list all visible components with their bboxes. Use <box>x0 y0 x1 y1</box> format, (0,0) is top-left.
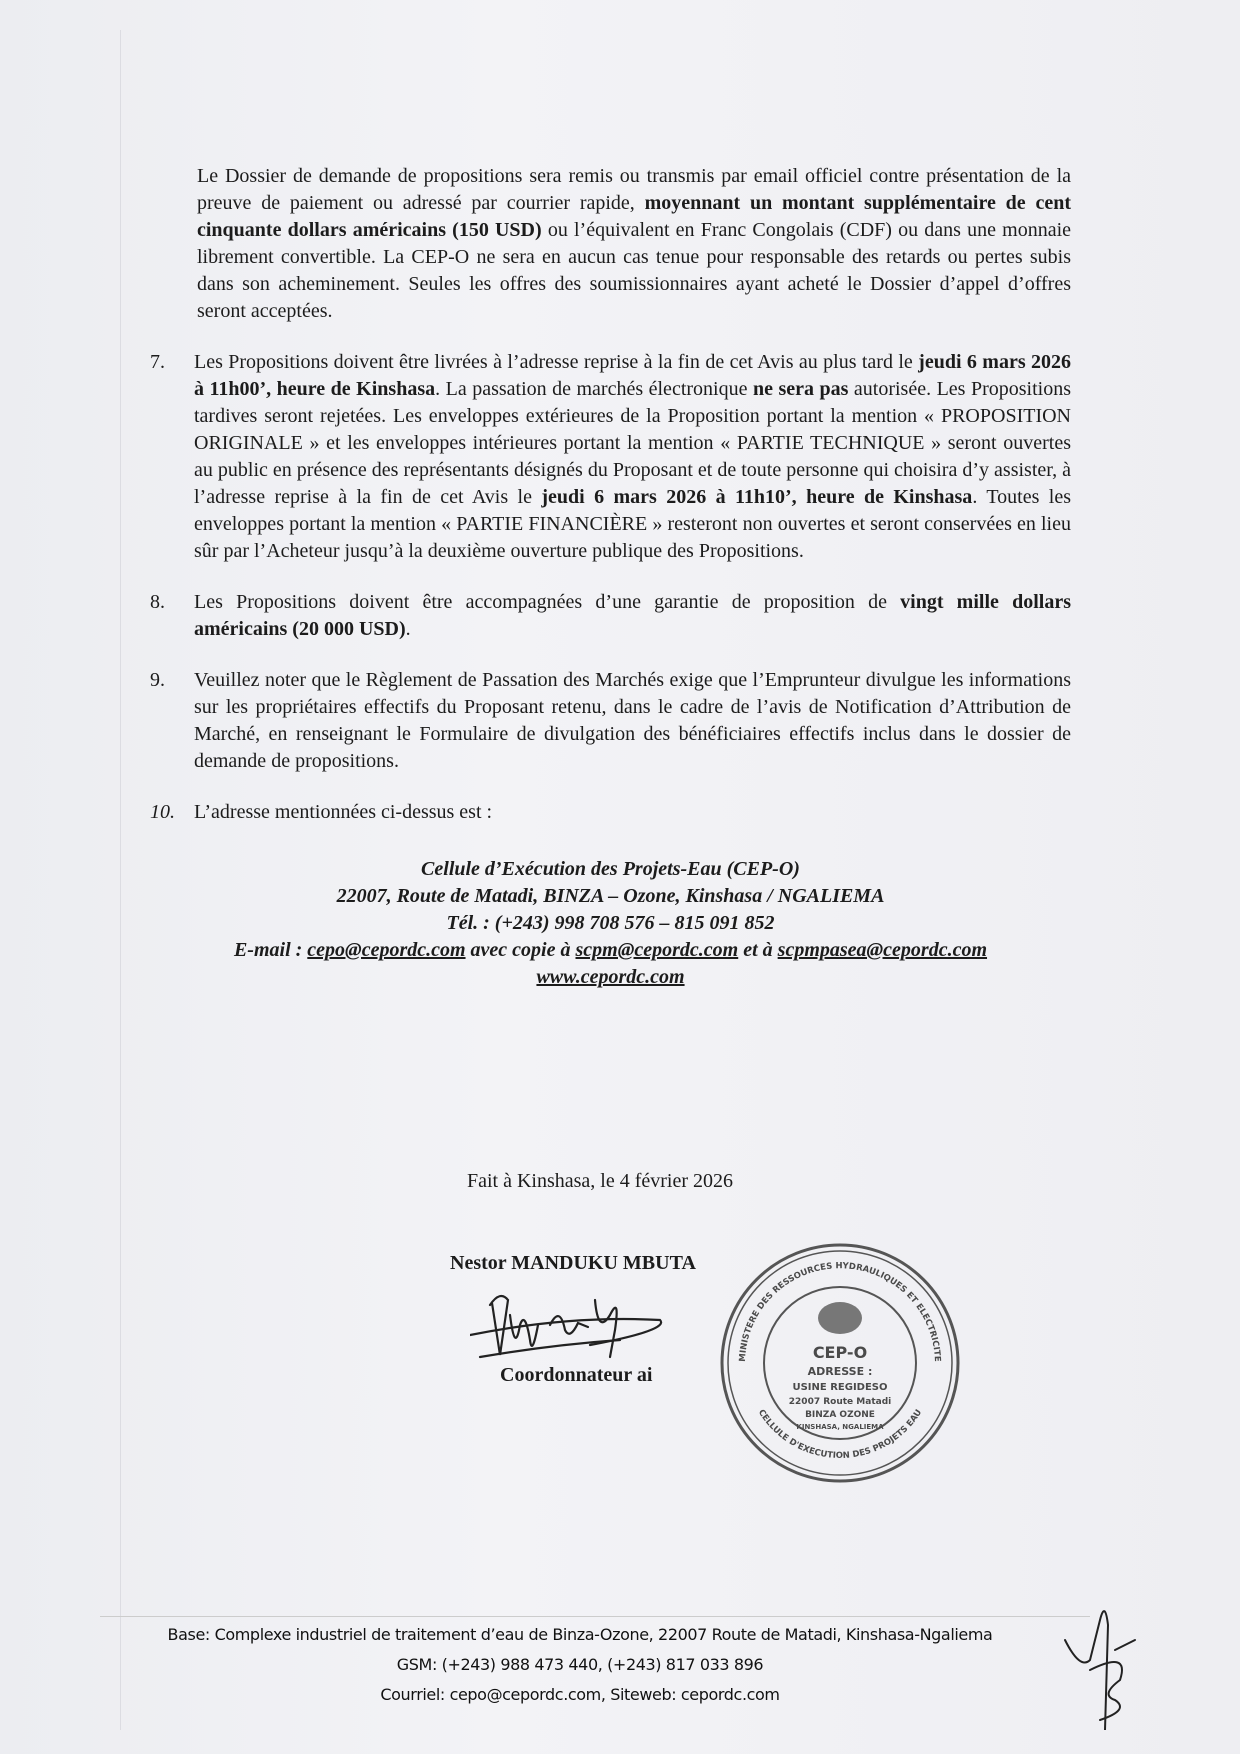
text: et à <box>738 939 778 961</box>
signatory-title: Coordonnateur ai <box>500 1364 653 1386</box>
svg-text:BINZA OZONE: BINZA OZONE <box>805 1410 875 1420</box>
deadline: jeudi 6 mars 2026 à 11h00’, heure de Kinshasa <box>194 351 1071 400</box>
address-street: 22007, Route de Matadi, BINZA – Ozone, Kinshasa / NGALIEMA <box>336 885 885 907</box>
opening-date: jeudi 6 mars 2026 à 11h10’, heure de Kinshasa <box>541 486 973 508</box>
item-number-10: 10. <box>150 801 175 823</box>
list-item-8 <box>150 589 1071 643</box>
document-body <box>150 163 1071 991</box>
address-org: Cellule d’Exécution des Projets-Eau (CEP-O) <box>421 858 800 880</box>
email-label: E-mail : <box>233 939 308 961</box>
text: Les Propositions doivent être livrées à l’adresse reprise à la fin de cet Avis au plus tard le <box>194 351 919 373</box>
email-link-scpmpasea[interactable]: scpmpasea@cepordc.com <box>777 939 988 961</box>
svg-text:KINSHASA, NGALIEMA: KINSHASA, NGALIEMA <box>796 1423 884 1431</box>
address-email-line <box>150 937 1071 964</box>
svg-text:22007 Route Matadi: 22007 Route Matadi <box>788 1397 892 1407</box>
footer <box>100 1620 1060 1710</box>
signature-icon <box>470 1285 700 1360</box>
text: . La passation de marchés électronique <box>435 378 753 400</box>
svg-text:MINISTERE DES RESSOURCES HYDRA: MINISTERE DES RESSOURCES HYDRAULIQUES ET ELECTRICITE <box>737 1261 943 1363</box>
svg-text:ADRESSE :: ADRESSE : <box>807 1365 873 1378</box>
text: . <box>405 618 411 640</box>
list-item-7 <box>150 349 1071 565</box>
bold-text: ne sera pas <box>752 378 849 400</box>
item-10-text: L’adresse mentionnées ci-dessus est : <box>194 801 493 823</box>
svg-text:CELLULE D'EXECUTION DES PROJET: CELLULE D'EXECUTION DES PROJETS EAU <box>755 1407 925 1461</box>
list-item-10 <box>150 799 1071 826</box>
footer-phone: GSM: (+243) 988 473 440, (+243) 817 033 896 <box>396 1655 764 1674</box>
scan-fold-line <box>120 30 121 1730</box>
item-8-text <box>194 589 1071 643</box>
svg-text:CEP-O: CEP-O <box>812 1343 868 1362</box>
footer-base-address: Base: Complexe industriel de traitement d’eau de Binza-Ozone, 22007 Route de Matadi, Kinshasa-Ngaliema <box>167 1625 993 1644</box>
text: Le Dossier de demande de propositions sera remis ou transmis par email officiel contre présentation de la preuve de paiement ou adressé par courrier rapide, <box>197 165 1071 214</box>
footer-contact: Courriel: cepo@cepordc.com, Siteweb: cepordc.com <box>380 1685 780 1704</box>
official-stamp-icon <box>715 1238 965 1488</box>
bold-amount: moyennant un montant supplémentaire de cent cinquante dollars américains (150 USD) <box>197 192 1072 241</box>
signatory-name: Nestor MANDUKU MBUTA <box>450 1252 696 1274</box>
text: ou l’équivalent en Franc Congolais (CDF) ou dans une monnaie librement convertible. La CEP-O ne sera en aucun cas tenue pour responsable des retards ou pertes subis dans son acheminement. Seules les offres des soumissionnaires ayant acheté le Dossier d’appel d’offres seront acceptées. <box>197 219 1071 322</box>
list-item-9 <box>150 667 1071 775</box>
item-number-8: 8. <box>150 591 165 613</box>
address-phone: Tél. : (+243) 998 708 576 – 815 091 852 <box>446 912 775 934</box>
item-number-9: 9. <box>150 669 165 691</box>
text: autorisée. Les Propositions tardives seront rejetées. Les enveloppes extérieures de la Proposition portant la mention « PROPOSITION ORIGINALE » et les enveloppes intérieures portant la mention « PARTIE TECHNIQUE » seront ouvertes au public en présence des représentants désignés du Proposant et de toute personne qui choisira d’y assister, à l’adresse reprise à la fin de cet Avis le <box>194 378 1071 508</box>
item-9-text: Veuillez noter que le Règlement de Passation des Marchés exige que l’Emprunteur divulgue les informations sur les propriétaires effectifs du Proposant retenu, dans le cadre de l’avis de Notification d’Attribution de Marché, en renseignant le Formulaire de divulgation des bénéficiaires effectifs inclus dans le dossier de demande de propositions. <box>194 669 1071 772</box>
paragraph-purchase-dossier <box>197 163 1071 325</box>
guarantee-amount: vingt mille dollars américains (20 000 USD) <box>194 591 1071 640</box>
text: avec copie à <box>465 939 576 961</box>
item-7-text <box>194 349 1071 565</box>
place-date: Fait à Kinshasa, le 4 février 2026 <box>466 1170 734 1192</box>
website-link[interactable]: www.cepordc.com <box>536 966 685 988</box>
email-link-scpm[interactable]: scpm@cepordc.com <box>575 939 739 961</box>
text: Les Propositions doivent être accompagnées d’une garantie de proposition de <box>194 591 901 613</box>
initials-icon <box>1060 1600 1140 1730</box>
text: . Toutes les enveloppes portant la mention « PARTIE FINANCIÈRE » resteront non ouvertes et seront conservées en lieu sûr par l’Acheteur jusqu’à la deuxième ouverture publique des Propositions. <box>194 486 1071 562</box>
email-link-cepo[interactable]: cepo@cepordc.com <box>307 939 466 961</box>
footer-divider <box>100 1616 1090 1617</box>
item-number-7: 7. <box>150 351 165 373</box>
address-block <box>150 856 1071 991</box>
svg-text:USINE REGIDESO: USINE REGIDESO <box>792 1382 888 1393</box>
